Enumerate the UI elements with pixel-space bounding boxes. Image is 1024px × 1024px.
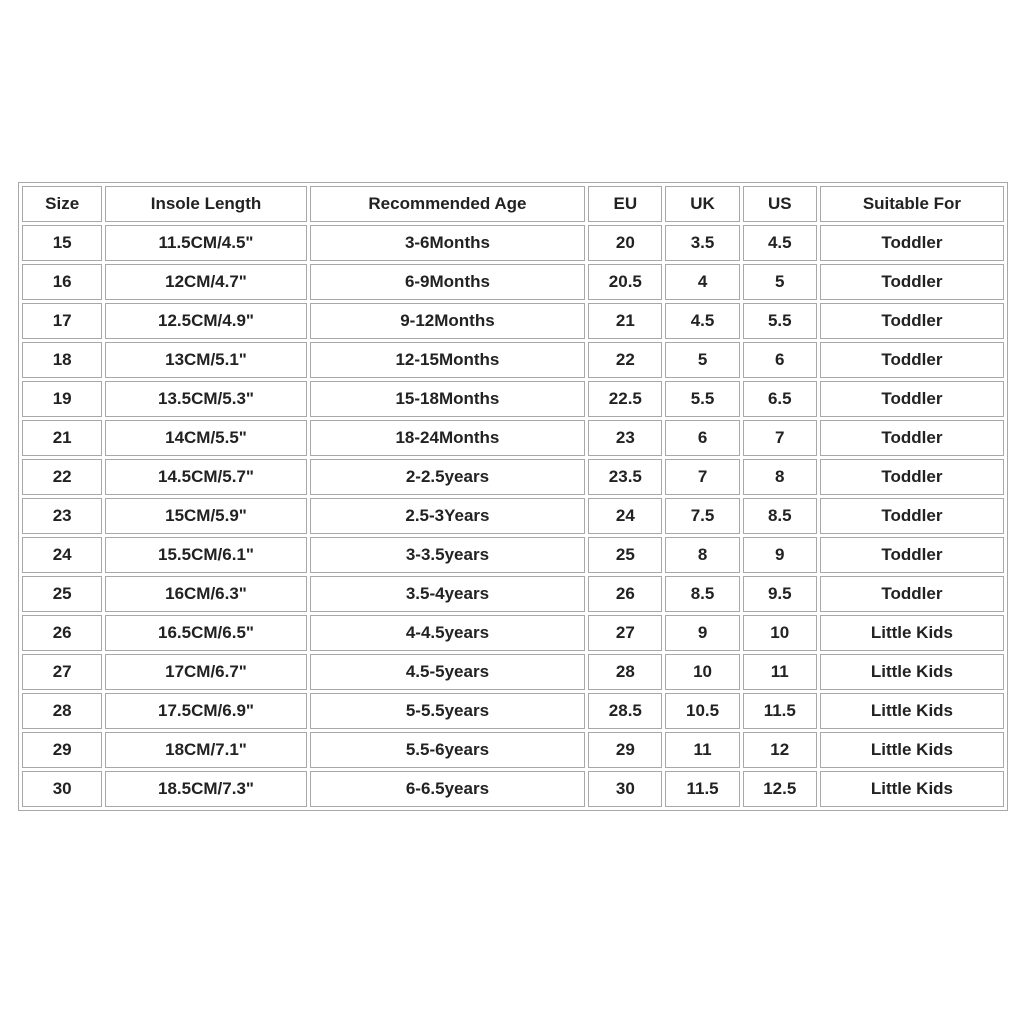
cell-suitable-for: Toddler: [820, 342, 1004, 378]
table-row: [22, 225, 1004, 261]
cell-insole-length: 15CM/5.9": [105, 498, 306, 534]
cell-eu: 22.5: [588, 381, 662, 417]
cell-uk: 3.5: [665, 225, 739, 261]
cell-eu: 24: [588, 498, 662, 534]
cell-size: 22: [22, 459, 102, 495]
cell-uk: 11.5: [665, 771, 739, 807]
cell-suitable-for: Toddler: [820, 303, 1004, 339]
cell-size: 27: [22, 654, 102, 690]
cell-recommended-age: 5-5.5years: [310, 693, 586, 729]
header-eu: EU: [588, 186, 662, 222]
cell-us: 8: [743, 459, 817, 495]
cell-suitable-for: Little Kids: [820, 693, 1004, 729]
cell-insole-length: 14CM/5.5": [105, 420, 306, 456]
cell-us: 8.5: [743, 498, 817, 534]
cell-uk: 4: [665, 264, 739, 300]
cell-suitable-for: Little Kids: [820, 654, 1004, 690]
cell-us: 11: [743, 654, 817, 690]
cell-eu: 20.5: [588, 264, 662, 300]
cell-size: 23: [22, 498, 102, 534]
cell-suitable-for: Little Kids: [820, 732, 1004, 768]
cell-uk: 8: [665, 537, 739, 573]
header-recommended-age: Recommended Age: [310, 186, 586, 222]
table-row: [22, 420, 1004, 456]
cell-insole-length: 15.5CM/6.1": [105, 537, 306, 573]
cell-uk: 5.5: [665, 381, 739, 417]
cell-size: 21: [22, 420, 102, 456]
cell-recommended-age: 3-3.5years: [310, 537, 586, 573]
table-row: [22, 693, 1004, 729]
cell-us: 12: [743, 732, 817, 768]
cell-suitable-for: Toddler: [820, 420, 1004, 456]
cell-suitable-for: Toddler: [820, 576, 1004, 612]
cell-uk: 8.5: [665, 576, 739, 612]
header-us: US: [743, 186, 817, 222]
cell-us: 9: [743, 537, 817, 573]
table-row: [22, 576, 1004, 612]
cell-eu: 27: [588, 615, 662, 651]
cell-suitable-for: Toddler: [820, 459, 1004, 495]
cell-recommended-age: 4-4.5years: [310, 615, 586, 651]
cell-eu: 21: [588, 303, 662, 339]
cell-recommended-age: 4.5-5years: [310, 654, 586, 690]
cell-us: 5: [743, 264, 817, 300]
cell-insole-length: 12.5CM/4.9": [105, 303, 306, 339]
cell-eu: 28: [588, 654, 662, 690]
cell-insole-length: 13.5CM/5.3": [105, 381, 306, 417]
cell-suitable-for: Toddler: [820, 537, 1004, 573]
cell-uk: 5: [665, 342, 739, 378]
cell-size: 15: [22, 225, 102, 261]
cell-eu: 20: [588, 225, 662, 261]
cell-eu: 23: [588, 420, 662, 456]
cell-size: 24: [22, 537, 102, 573]
table-row: [22, 303, 1004, 339]
table-row: [22, 381, 1004, 417]
cell-eu: 26: [588, 576, 662, 612]
cell-insole-length: 17.5CM/6.9": [105, 693, 306, 729]
cell-size: 18: [22, 342, 102, 378]
cell-recommended-age: 3-6Months: [310, 225, 586, 261]
cell-uk: 10.5: [665, 693, 739, 729]
table-row: [22, 615, 1004, 651]
cell-suitable-for: Toddler: [820, 225, 1004, 261]
cell-us: 12.5: [743, 771, 817, 807]
table-row: [22, 264, 1004, 300]
cell-insole-length: 18.5CM/7.3": [105, 771, 306, 807]
cell-suitable-for: Toddler: [820, 498, 1004, 534]
cell-recommended-age: 15-18Months: [310, 381, 586, 417]
cell-size: 26: [22, 615, 102, 651]
cell-us: 5.5: [743, 303, 817, 339]
cell-insole-length: 18CM/7.1": [105, 732, 306, 768]
cell-us: 4.5: [743, 225, 817, 261]
cell-size: 25: [22, 576, 102, 612]
cell-insole-length: 14.5CM/5.7": [105, 459, 306, 495]
table-row: [22, 342, 1004, 378]
table-body: [22, 225, 1004, 807]
cell-insole-length: 17CM/6.7": [105, 654, 306, 690]
cell-us: 10: [743, 615, 817, 651]
cell-suitable-for: Toddler: [820, 381, 1004, 417]
header-row: [22, 186, 1004, 222]
cell-uk: 11: [665, 732, 739, 768]
cell-recommended-age: 6-9Months: [310, 264, 586, 300]
cell-recommended-age: 2-2.5years: [310, 459, 586, 495]
cell-eu: 28.5: [588, 693, 662, 729]
cell-eu: 23.5: [588, 459, 662, 495]
cell-size: 16: [22, 264, 102, 300]
cell-uk: 10: [665, 654, 739, 690]
cell-recommended-age: 2.5-3Years: [310, 498, 586, 534]
header-insole-length: Insole Length: [105, 186, 306, 222]
cell-us: 11.5: [743, 693, 817, 729]
cell-insole-length: 16CM/6.3": [105, 576, 306, 612]
cell-recommended-age: 6-6.5years: [310, 771, 586, 807]
cell-us: 6: [743, 342, 817, 378]
cell-us: 9.5: [743, 576, 817, 612]
table-row: [22, 459, 1004, 495]
cell-uk: 6: [665, 420, 739, 456]
header-uk: UK: [665, 186, 739, 222]
cell-recommended-age: 18-24Months: [310, 420, 586, 456]
header-size: Size: [22, 186, 102, 222]
cell-insole-length: 11.5CM/4.5": [105, 225, 306, 261]
cell-recommended-age: 9-12Months: [310, 303, 586, 339]
table-row: [22, 537, 1004, 573]
cell-size: 30: [22, 771, 102, 807]
cell-eu: 25: [588, 537, 662, 573]
cell-suitable-for: Toddler: [820, 264, 1004, 300]
cell-suitable-for: Little Kids: [820, 615, 1004, 651]
table-row: [22, 771, 1004, 807]
cell-uk: 4.5: [665, 303, 739, 339]
cell-size: 29: [22, 732, 102, 768]
cell-uk: 9: [665, 615, 739, 651]
cell-insole-length: 12CM/4.7": [105, 264, 306, 300]
cell-us: 6.5: [743, 381, 817, 417]
cell-recommended-age: 5.5-6years: [310, 732, 586, 768]
cell-suitable-for: Little Kids: [820, 771, 1004, 807]
table-row: [22, 498, 1004, 534]
table-row: [22, 732, 1004, 768]
cell-insole-length: 16.5CM/6.5": [105, 615, 306, 651]
cell-eu: 22: [588, 342, 662, 378]
cell-size: 19: [22, 381, 102, 417]
cell-size: 28: [22, 693, 102, 729]
cell-insole-length: 13CM/5.1": [105, 342, 306, 378]
cell-uk: 7: [665, 459, 739, 495]
cell-eu: 30: [588, 771, 662, 807]
cell-us: 7: [743, 420, 817, 456]
header-suitable-for: Suitable For: [820, 186, 1004, 222]
cell-recommended-age: 12-15Months: [310, 342, 586, 378]
cell-size: 17: [22, 303, 102, 339]
cell-uk: 7.5: [665, 498, 739, 534]
size-chart-table: [18, 182, 1008, 811]
cell-eu: 29: [588, 732, 662, 768]
cell-recommended-age: 3.5-4years: [310, 576, 586, 612]
table-row: [22, 654, 1004, 690]
